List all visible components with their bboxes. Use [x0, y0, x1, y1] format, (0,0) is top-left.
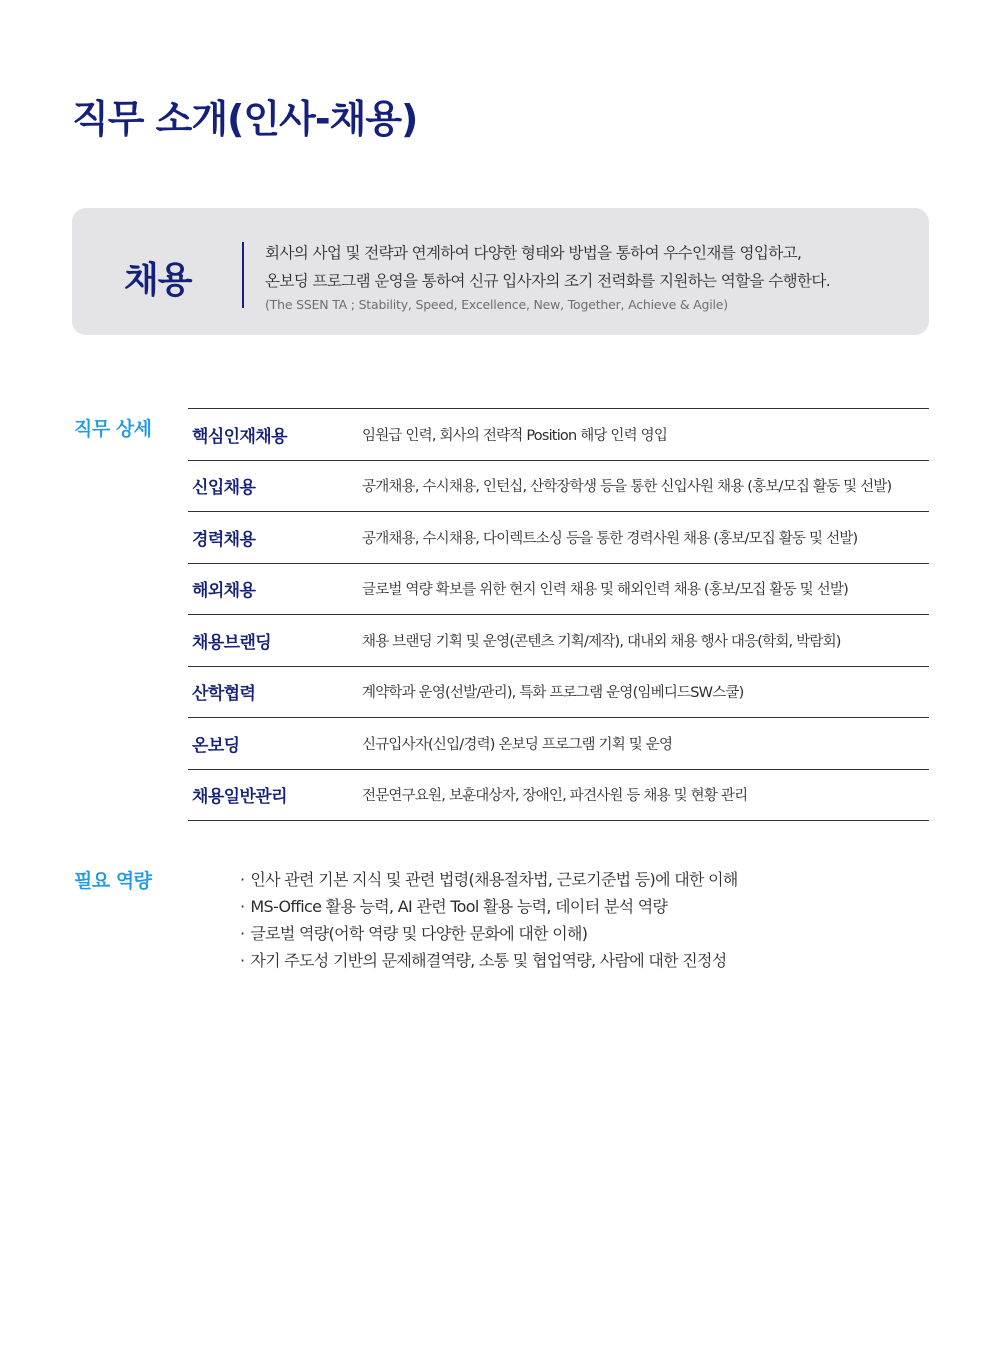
table-row: [188, 512, 929, 564]
detail-description: 전문연구요원, 보훈대상자, 장애인, 파견사원 등 채용 및 현황 관리: [362, 788, 748, 805]
table-row: [188, 564, 929, 616]
bullet-glyph: ·: [240, 924, 245, 943]
job-detail-table: [188, 408, 929, 821]
list-item: [240, 920, 738, 947]
summary-line: 회사의 사업 및 전략과 연계하여 다양한 형태와 방법을 통하여 우수인재를 영입하고,: [265, 244, 802, 262]
list-item: [240, 947, 738, 974]
table-row: [188, 409, 929, 461]
competency-text: MS-Office 활용 능력, AI 관련 Tool 활용 능력, 데이터 분석 역량: [250, 897, 668, 916]
bullet-glyph: ·: [240, 951, 245, 970]
summary-note: (The SSEN TA ; Stability, Speed, Excellence, New, Together, Achieve & Agile): [265, 297, 728, 312]
competency-list: [240, 866, 738, 974]
table-row: [188, 667, 929, 719]
table-row: [188, 461, 929, 513]
list-item: [240, 893, 738, 920]
table-row: [188, 718, 929, 770]
competency-text: 자기 주도성 기반의 문제해결역량, 소통 및 협업역량, 사람에 대한 진정성: [250, 951, 727, 970]
detail-name: 채용브랜딩: [192, 632, 272, 653]
detail-description: 계약학과 운영(선발/관리), 특화 프로그램 운영(임베디드SW스쿨): [362, 685, 744, 702]
detail-description: 신규입사자(신입/경력) 온보딩 프로그램 기획 및 운영: [362, 736, 673, 753]
detail-name: 해외채용: [192, 581, 256, 602]
table-row: [188, 770, 929, 822]
job-summary-box: [72, 208, 929, 335]
detail-name: 온보딩: [192, 735, 240, 756]
detail-description: 글로벌 역량 확보를 위한 현지 인력 채용 및 해외인력 채용 (홍보/모집 활동 및 선발): [362, 582, 848, 599]
detail-description: 공개채용, 수시채용, 다이렉트소싱 등을 통한 경력사원 채용 (홍보/모집 활동 및 선발): [362, 530, 858, 547]
table-row: [188, 615, 929, 667]
details-section-label: 직무 상세: [74, 418, 152, 440]
detail-description: 공개채용, 수시채용, 인턴십, 산학장학생 등을 통한 신입사원 채용 (홍보/모집 활동 및 선발): [362, 479, 892, 496]
summary-heading: 채용: [124, 260, 192, 301]
detail-name: 핵심인재채용: [192, 426, 287, 447]
detail-name: 신입채용: [192, 478, 256, 499]
detail-name: 산학협력: [192, 684, 256, 705]
bullet-glyph: ·: [240, 870, 245, 889]
competency-text: 글로벌 역량(어학 역량 및 다양한 문화에 대한 이해): [250, 924, 588, 943]
bullet-glyph: ·: [240, 897, 245, 916]
summary-line: 온보딩 프로그램 운영을 통하여 신규 입사자의 조기 전력화를 지원하는 역할을 수행한다.: [265, 272, 831, 290]
detail-description: 임원급 인력, 회사의 전략적 Position 해당 인력 영입: [362, 427, 668, 444]
page-title: 직무 소개(인사-채용): [72, 97, 418, 141]
competency-text: 인사 관련 기본 지식 및 관련 법령(채용절차법, 근로기준법 등)에 대한 이해: [250, 870, 738, 889]
detail-name: 채용일반관리: [192, 787, 287, 808]
detail-name: 경력채용: [192, 529, 256, 550]
detail-description: 채용 브랜딩 기획 및 운영(콘텐츠 기획/제작), 대내외 채용 행사 대응(학회, 박람회): [362, 633, 841, 650]
summary-divider: [242, 242, 244, 308]
list-item: [240, 866, 738, 893]
summary-text: [265, 239, 915, 312]
competencies-section-label: 필요 역량: [74, 870, 152, 892]
